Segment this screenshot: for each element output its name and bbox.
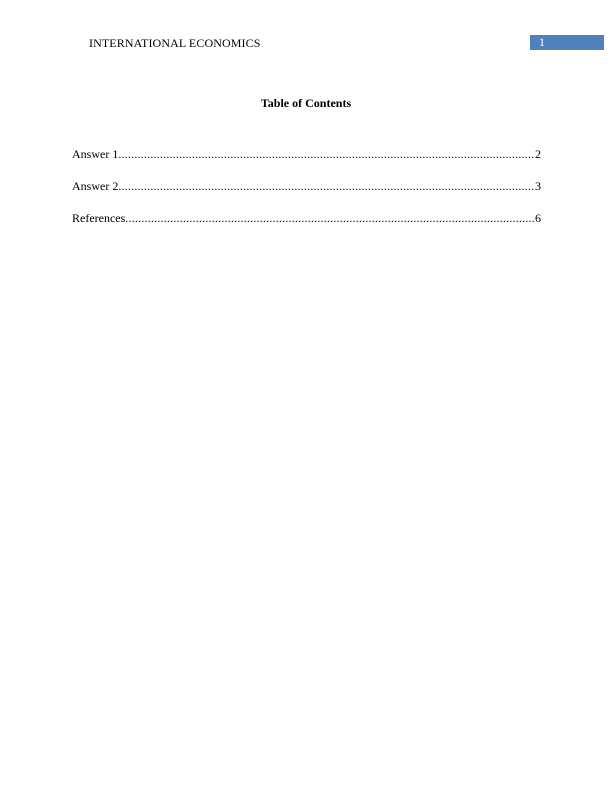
toc-list [72,147,541,243]
toc-entry-references[interactable] [72,211,541,225]
page-number-badge: 1 [530,35,604,50]
toc-dot-leader [125,211,535,225]
toc-entry-answer-1[interactable] [72,147,541,161]
toc-heading: Table of Contents [260,96,352,110]
toc-entry-page: 3 [535,179,541,193]
toc-entry-page: 6 [535,211,541,225]
toc-entry-label: References [72,211,126,225]
toc-entry-answer-2[interactable] [72,179,541,193]
toc-entry-label: Answer 1 [72,147,119,161]
toc-entry-page: 2 [535,147,541,161]
toc-dot-leader [118,147,535,161]
toc-entry-label: Answer 2 [72,179,119,193]
toc-dot-leader [118,179,535,193]
running-header-title: INTERNATIONAL ECONOMICS [89,36,261,50]
